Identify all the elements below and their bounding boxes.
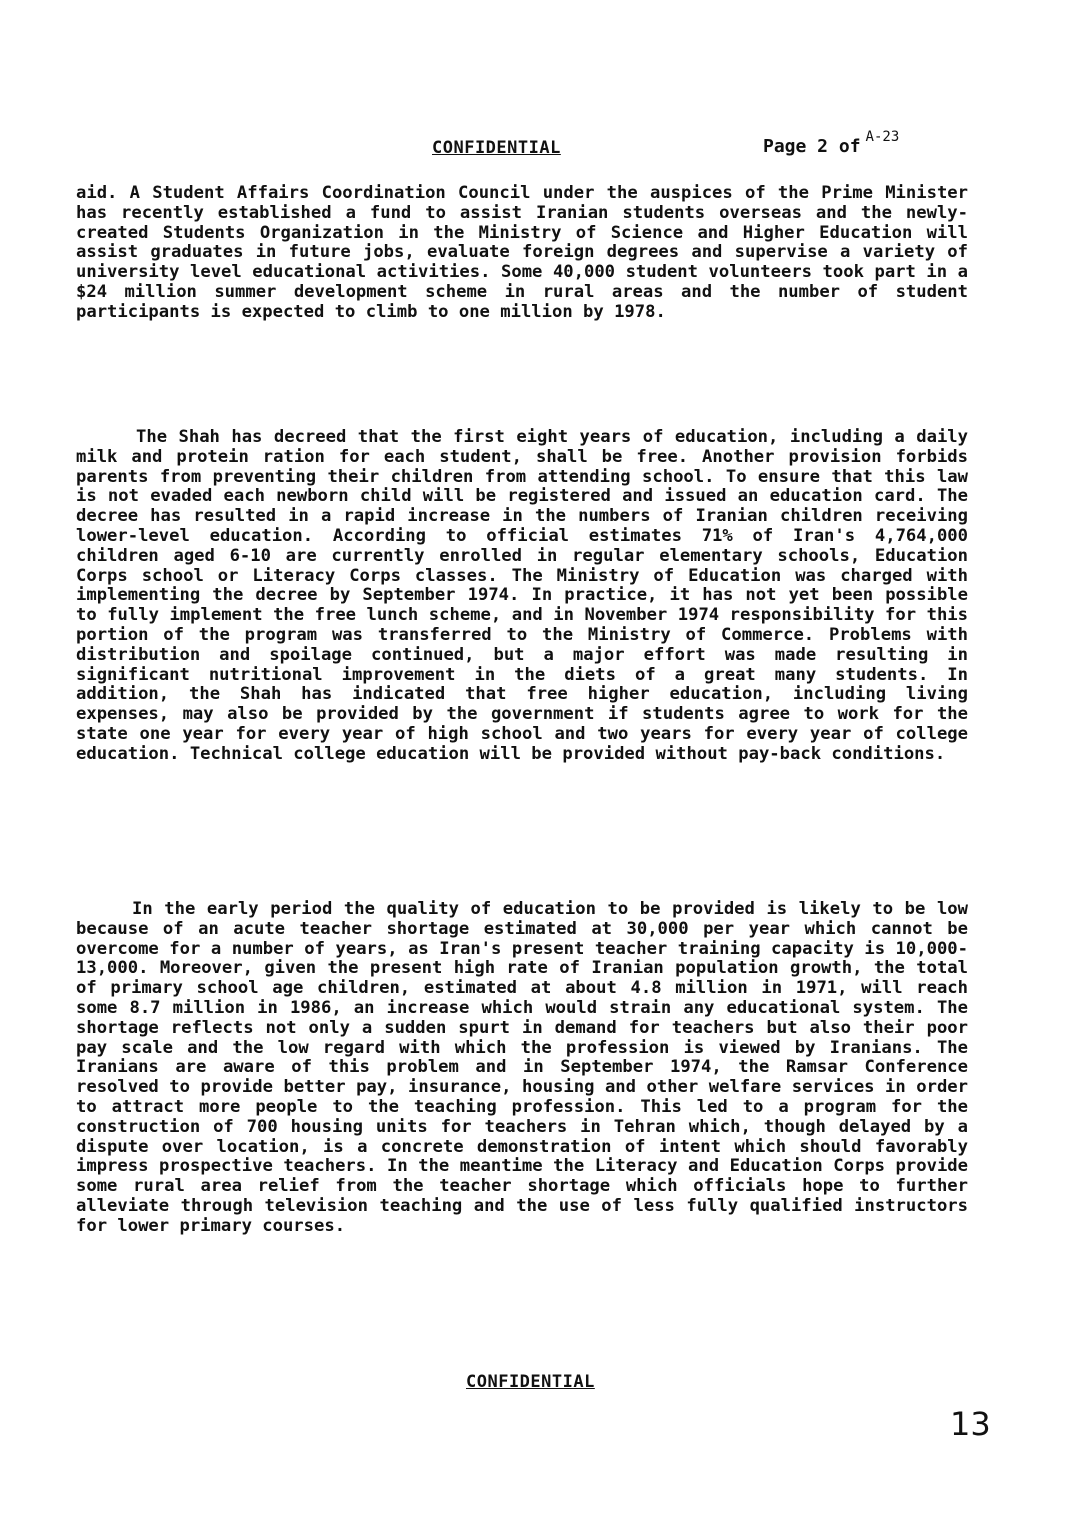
attachment-reference: A-23 [865, 129, 900, 145]
footer-classification-marking: CONFIDENTIAL [466, 1372, 595, 1392]
paragraph-free-education-decree: The Shah has decreed that the first eight years of education, including a daily milk and protein ration for each student, shall be free. Another provision forbids parents from preventing their children from attending school. To ensure that this law is not evaded each newborn child will be registered and issued an education card. The decree has resulted in a rapid increase in the numbers of Iranian children receiving lower-level education. According to official estimates 71% of Iran's 4,764,000 children aged 6-10 are currently enrolled in regular elementary schools, Education Corps school or Literacy Corps classes. The Ministry of Education was charged with implementing the decree by September 1974. In practice, it has not yet been possible to fully implement the free lunch scheme, and in November 1974 responsibility for this portion of the program was transferred to the Ministry of Commerce. Problems with distribution and spoilage continued, but a major effort was made resulting in significant nutritional improvement in the diets of a great many students. In addition, the Shah has indicated that free higher education, including living expenses, may also be provided by the government if students agree to work for the state one year for every year of high school and two years for every year of college education. Technical college education will be provided without pay-back conditions. [76, 427, 968, 764]
sheet-number: 13 [950, 1405, 991, 1443]
page-reference [763, 129, 900, 157]
paragraph-student-affairs: aid. A Student Affairs Coordination Council under the auspices of the Prime Minister has recently established a fund to assist Iranian students overseas and the newly-created Students Organization in the Ministry of Science and Higher Education will assist graduates in future jobs, evaluate foreign degrees and supervise a variety of university level educational activities. Some 40,000 student volunteers took part in a $24 million summer development scheme in rural areas and the number of student participants is expected to climb to one million by 1978. [76, 183, 968, 322]
page-label: Page 2 of [763, 136, 861, 157]
header-classification-marking: CONFIDENTIAL [432, 138, 561, 158]
paragraph-teacher-shortage: In the early period the quality of education to be provided is likely to be low because of an acute teacher shortage estimated at 30,000 per year which cannot be overcome for a number of years, as Iran's present teacher training capacity is 10,000-13,000. Moreover, given the present high rate of Iranian population growth, the total of primary school age children, estimated at about 4.8 million in 1971, will reach some 8.7 million in 1986, an increase which would strain any educational system. The shortage reflects not only a sudden spurt in demand for teachers but also their poor pay scale and the low regard with which the profession is viewed by Iranians. The Iranians are aware of this problem and in September 1974, the Ramsar Conference resolved to provide better pay, insurance, housing and other welfare services in order to attract more people to the teaching profession. This led to a program for the construction of 700 housing units for teachers in Tehran which, though delayed by a dispute over location, is a concrete demonstration of intent which should favorably impress prospective teachers. In the meantime the Literacy and Education Corps provide some rural area relief from the teacher shortage which officials hope to further alleviate through television teaching and the use of less fully qualified instructors for lower primary courses. [76, 899, 968, 1236]
